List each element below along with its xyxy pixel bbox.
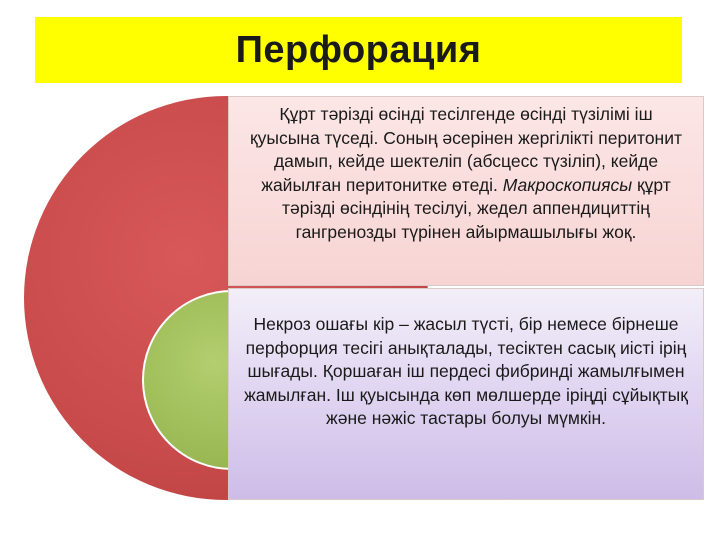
text-panel-2 [228,288,704,500]
panel-1-text-after: құрт тәрізді өсіндінің тесілуі, жедел аппендициттің гангренозды түрінен айырмашылығы жоқ. [282,174,671,242]
panel-1-text-before: Құрт тәрізді өсінді тесілгенде өсінді түзілімі іш қуысына түседі. Соның әсерінен жергілікті перитонит дамып, кейде шектеліп (абсцесс түзіліп), кейде жайылған перитонитке өтеді. [249,104,683,195]
slide-title: Перфорация [235,28,482,71]
title-bar [35,17,682,83]
text-panel-1 [228,96,704,286]
panel-1-italic: Макроскопиясы [502,174,633,195]
panel-2-text: Некроз ошағы кір – жасыл түсті, бір немесе бірнеше перфорция тесігі анықталады, тесіктен сасық иісті ірің шығады. Қоршаған іш пердесі фибринді жамылғымен жамылған. Іш қуысында көп мөлшерде іріңді сұйықтық және нәжіс тастары болуы мүмкін. [244,314,688,428]
panel-1-text [243,103,689,244]
